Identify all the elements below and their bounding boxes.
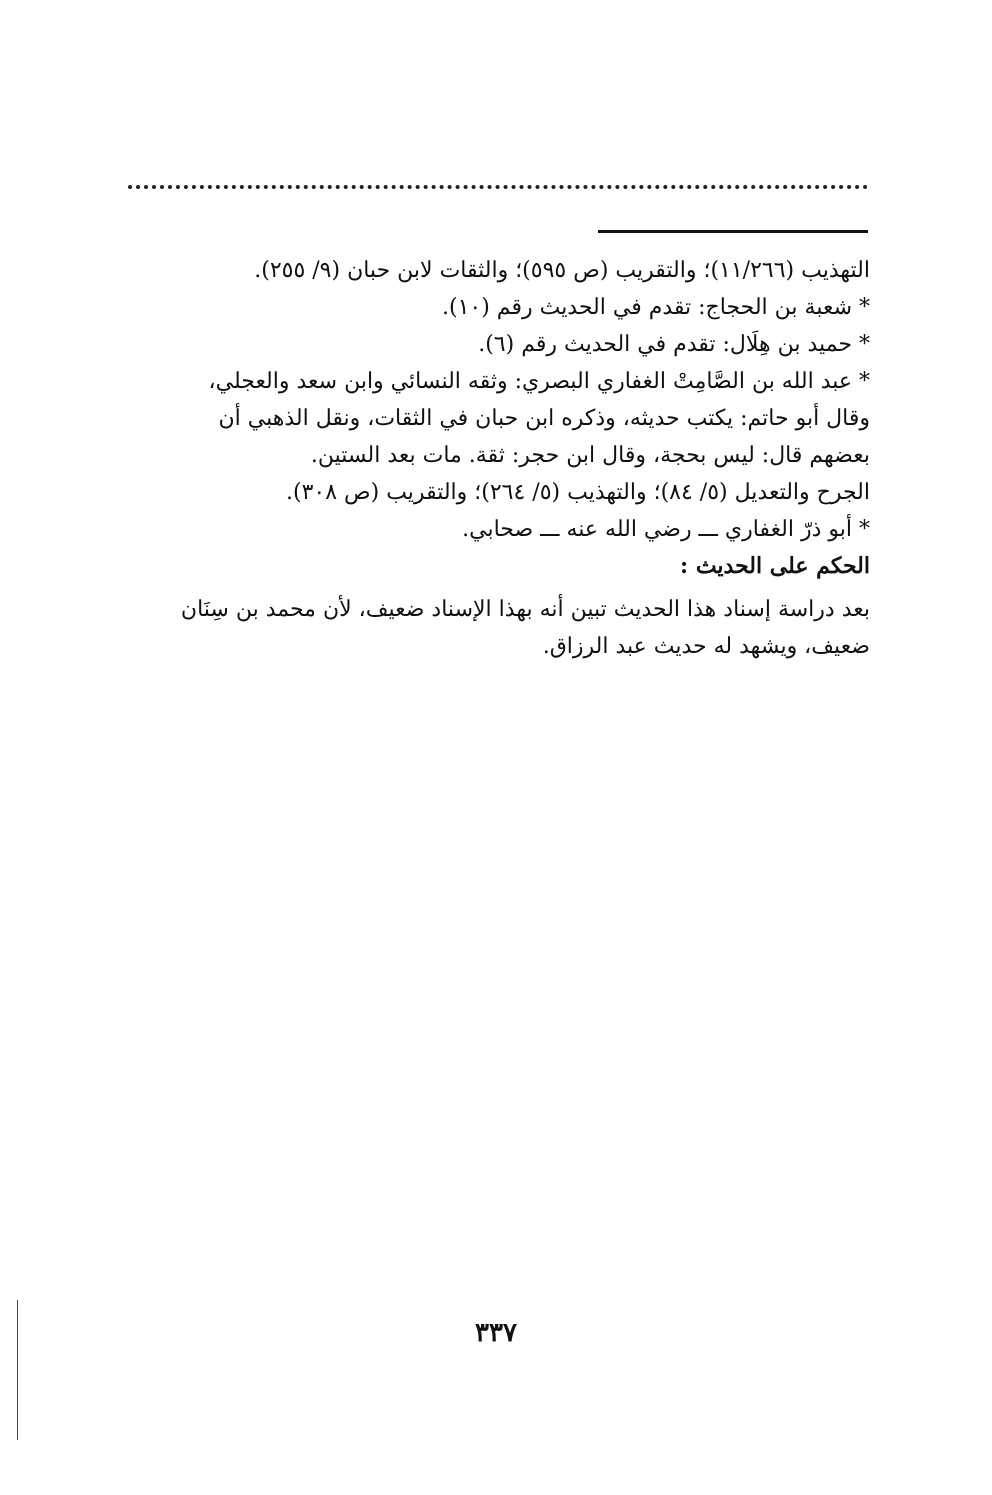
footnote-rule xyxy=(598,230,868,233)
conclusion-line: بعد دراسة إسناد هذا الحديث تبين أنه بهذا الإسناد ضعيف، لأن محمد بن سِنَان xyxy=(180,597,870,622)
text-line: * شعبة بن الحجاج: تقدم في الحديث رقم (١٠). xyxy=(442,295,870,320)
text-line: وقال أبو حاتم: يكتب حديثه، وذكره ابن حبان في الثقات، ونقل الذهبي أن xyxy=(218,406,870,431)
text-line: بعضهم قال: ليس بحجة، وقال ابن حجر: ثقة. مات بعد الستين. xyxy=(310,443,870,468)
section-heading: الحكم على الحديث : xyxy=(680,553,870,579)
page-number: ٣٣٧ xyxy=(475,1318,517,1348)
text-line: الجرح والتعديل (٥/ ٨٤)؛ والتهذيب (٥/ ٢٦٤)؛ والتقريب (ص ٣٠٨). xyxy=(286,480,870,505)
conclusion-line: ضعيف، ويشهد له حديث عبد الرزاق. xyxy=(542,634,870,659)
text-line: * أبو ذرّ الغفاري ـــ رضي الله عنه ـــ صحابي. xyxy=(462,517,870,542)
text-line: * حميد بن هِلَال: تقدم في الحديث رقم (٦). xyxy=(478,332,870,357)
text-line: * عبد الله بن الصَّامِتْ الغفاري البصري: وثقه النسائي وابن سعد والعجلي، xyxy=(208,369,870,394)
page-content xyxy=(110,252,870,665)
text-line: التهذيب (١١/٢٦٦)؛ والتقريب (ص ٥٩٥)؛ والثقات لابن حبان (٩/ ٢٥٥). xyxy=(254,258,870,283)
dotted-separator xyxy=(128,185,868,189)
